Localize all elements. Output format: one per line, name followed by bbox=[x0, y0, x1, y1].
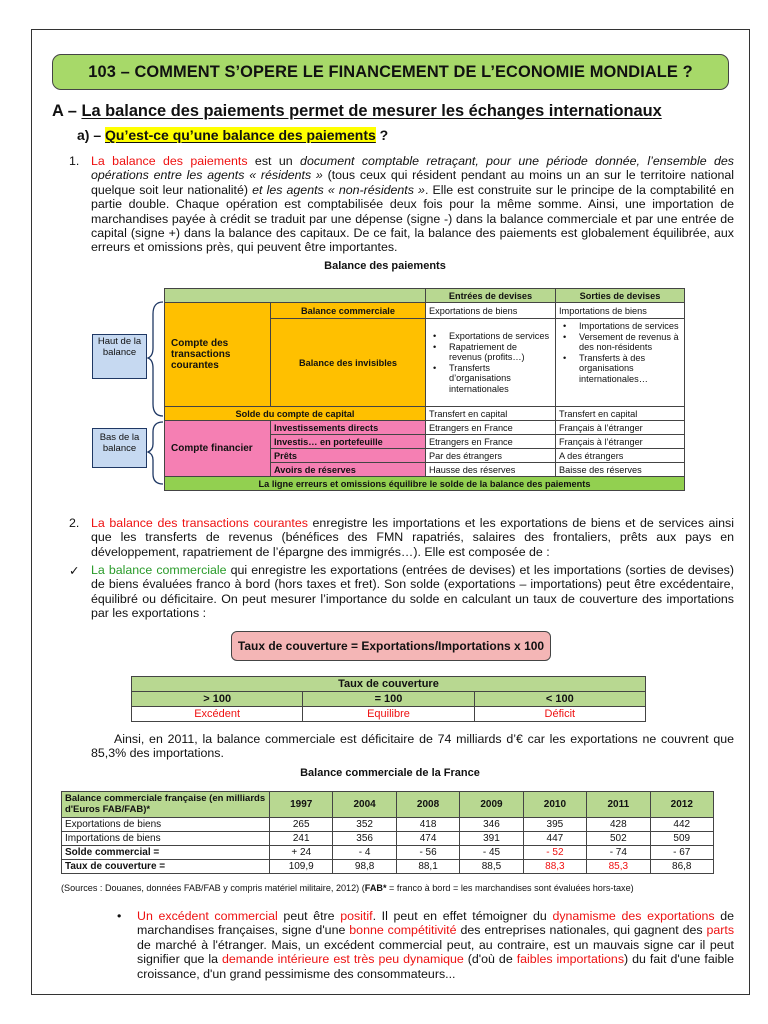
bp-row-label: Avoirs de réserves bbox=[271, 463, 426, 477]
bc-cell: 352 bbox=[333, 818, 396, 832]
bc-source-c: = franco à bord = les marchandises sont évaluées hors-taxe) bbox=[386, 883, 634, 893]
p1-italic-1: document comptable retraçant, pour une période donnée, l’ensemble des opérations entre les agents « résidents » bbox=[91, 154, 734, 183]
bp-inv-in bbox=[426, 319, 556, 407]
bp-row-out: Français à l’étranger bbox=[556, 435, 685, 449]
bc-cell: - 45 bbox=[460, 846, 523, 860]
paragraph-5 bbox=[137, 909, 734, 981]
p5-red: demande intérieure est très peu dynamique bbox=[222, 952, 464, 967]
bp-footer: La ligne erreurs et omissions équilibre le solde de la balance des paiements bbox=[165, 477, 685, 491]
section-a-text: La balance des paiements permet de mesurer les échanges internationaux bbox=[81, 102, 662, 120]
p5-red: Un excédent commercial bbox=[137, 909, 278, 923]
tc-col: = 100 bbox=[303, 692, 474, 707]
bc-cell: 356 bbox=[333, 832, 396, 846]
paragraph-4: Ainsi, en 2011, la balance commerciale est déficitaire de 74 milliards d’€ car les exportations ne couvrent que 85,3% des importations. bbox=[91, 732, 734, 761]
p3-text: qui enregistre les exportations (entrées de devises) et les importations (sorties de devises) de biens évaluées franco à bord (hors taxes et fret). Son solde (exportations – importations) peut être excédentaire, équilibré ou déficitaire. On peut mesurer l’importance du solde en calculant un taux de couverture des importations par les exportations : bbox=[91, 563, 734, 621]
bc-cell: + 24 bbox=[270, 846, 333, 860]
bc-source-b: FAB* bbox=[364, 883, 387, 893]
bp-bal-inv: Balance des invisibles bbox=[271, 319, 426, 407]
bp-row-label: Investissements directs bbox=[271, 421, 426, 435]
bc-cell: - 67 bbox=[650, 846, 713, 860]
bp-inv-out bbox=[556, 319, 685, 407]
bc-row-label: Exportations de biens bbox=[62, 818, 270, 832]
bp-row-out: A des étrangers bbox=[556, 449, 685, 463]
brace-icon bbox=[147, 300, 165, 500]
bc-cell: 109,9 bbox=[270, 860, 333, 874]
bullet-icon: • bbox=[117, 909, 122, 923]
bc-row-label: Importations de biens bbox=[62, 832, 270, 846]
subsection-a-text: Qu’est-ce qu’une balance des paiements bbox=[105, 127, 376, 143]
bc-head-label: Balance commerciale française (en milliards d'Euros FAB/FAB)* bbox=[62, 792, 270, 818]
check-icon: ✓ bbox=[69, 564, 80, 578]
bc-year: 2009 bbox=[460, 792, 523, 818]
tc-header: Taux de couverture bbox=[132, 677, 646, 692]
bc-row-label: Solde commercial = bbox=[62, 846, 270, 860]
bp-solde-cap-in: Transfert en capital bbox=[426, 407, 556, 421]
page-title: 103 – COMMENT S’OPERE LE FINANCEMENT DE L’ECONOMIE MONDIALE ? bbox=[52, 54, 729, 90]
p1-number: 1. bbox=[69, 154, 80, 168]
p2-text: enregistre les importations et les exportations de biens et de services ainsi que les transferts de revenus (bénéfices des FMN rapatriés, salaires des frontaliers, prêts aux pays en développement, rapatriement de l’épargne des immigrés…). Elle est composée de : bbox=[91, 516, 735, 559]
bp-bal-com-in: Exportations de biens bbox=[426, 303, 556, 319]
paragraph-3 bbox=[91, 563, 734, 621]
bc-cell: 88,5 bbox=[460, 860, 523, 874]
p5-text: de marchandises françaises, signe d'une bbox=[137, 909, 735, 938]
bc-cell: 428 bbox=[587, 818, 650, 832]
balance-commerciale-table bbox=[61, 791, 714, 874]
bp-row-label: Prêts bbox=[271, 449, 426, 463]
bp-solde-cap: Solde du compte de capital bbox=[165, 407, 426, 421]
bc-cell: 442 bbox=[650, 818, 713, 832]
tc-val: Excédent bbox=[132, 707, 303, 722]
bc-year: 2004 bbox=[333, 792, 396, 818]
bc-cell: 418 bbox=[396, 818, 459, 832]
bc-cell: 447 bbox=[523, 832, 586, 846]
paragraph-1 bbox=[91, 154, 734, 255]
tc-col: < 100 bbox=[474, 692, 645, 707]
bc-cell: - 56 bbox=[396, 846, 459, 860]
bc-cell: - 74 bbox=[587, 846, 650, 860]
p5-red: bonne compétitivité bbox=[349, 923, 457, 938]
bp-caption: Balance des paiements bbox=[324, 260, 446, 272]
bp-bal-com-out: Importations de biens bbox=[556, 303, 685, 319]
tc-val: Equilibre bbox=[303, 707, 474, 722]
p5-red: positif bbox=[340, 909, 373, 923]
bc-cell: 98,8 bbox=[333, 860, 396, 874]
p5-text: (d'où de bbox=[463, 952, 517, 967]
tc-val: Déficit bbox=[474, 707, 645, 722]
bc-year: 1997 bbox=[270, 792, 333, 818]
bc-source-a: (Sources : Douanes, données FAB/FAB y compris matériel militaire, 2012) ( bbox=[61, 883, 365, 893]
p5-text: ) du fait d'une faible croissance, d'un grand pessimisme des consommateurs... bbox=[137, 952, 735, 981]
bc-year: 2008 bbox=[396, 792, 459, 818]
section-a-heading bbox=[52, 102, 662, 121]
bp-row-in: Hausse des réserves bbox=[426, 463, 556, 477]
bc-cell: 241 bbox=[270, 832, 333, 846]
bc-year: 2011 bbox=[587, 792, 650, 818]
bc-cell: - 4 bbox=[333, 846, 396, 860]
bc-cell: 502 bbox=[587, 832, 650, 846]
bc-cell: 265 bbox=[270, 818, 333, 832]
bp-inv-in-item: • Exportations de services bbox=[429, 331, 552, 342]
p1-text-2: (tous ceux qui résident pendant au moins un an sur le territoire national quelque soit leur nationalité) bbox=[91, 168, 734, 197]
bp-col-out: Sorties de devises bbox=[556, 289, 685, 303]
bp-inv-out-item: • Versement de revenus à des non-résidents bbox=[559, 332, 681, 353]
tc-col: > 100 bbox=[132, 692, 303, 707]
p5-text: peut être bbox=[277, 909, 341, 923]
bp-inv-in-item: • Rapatriement de revenus (profits…) bbox=[429, 342, 552, 363]
bc-year: 2012 bbox=[650, 792, 713, 818]
p5-text: des entreprises nationales, qui gagnent des bbox=[456, 923, 707, 938]
bc-row-label: Taux de couverture = bbox=[62, 860, 270, 874]
bc-cell: 346 bbox=[460, 818, 523, 832]
taux-couverture-table bbox=[131, 676, 646, 722]
section-a-prefix: A – bbox=[52, 102, 82, 120]
bp-solde-cap-out: Transfert en capital bbox=[556, 407, 685, 421]
bp-header-blank bbox=[165, 289, 426, 303]
bp-inv-in-item: • Transferts d’organisations internationales bbox=[429, 363, 552, 395]
p5-red: parts bbox=[706, 923, 735, 938]
p2-number: 2. bbox=[69, 516, 80, 530]
p1-text-3: . Elle est construite sur le principe de la comptabilité en partie double. Chaque opération est comptabilisée deux fois pour la même somme. Ainsi, une importation de marchandises payée à crédit se traduit par une dépense (signe -) dans la balance commerciale et par une entrée de capital (signe +) dans la balance des capitaux. De ce fait, la balance des paiements est globalement équilibrée, aux erreurs et omissions près, qui peuvent être importantes. bbox=[91, 182, 734, 255]
side-box-top: Haut de la balance bbox=[92, 334, 147, 379]
bc-cell: 86,8 bbox=[650, 860, 713, 874]
bc-cell: 474 bbox=[396, 832, 459, 846]
paragraph-2 bbox=[91, 516, 734, 559]
bp-cf: Compte financier bbox=[165, 421, 271, 477]
bc-source bbox=[61, 883, 634, 893]
balance-paiements-table bbox=[164, 288, 684, 500]
formula-box: Taux de couverture = Exportations/Importations x 100 bbox=[231, 631, 551, 661]
p3-term: La balance commerciale bbox=[91, 563, 227, 577]
bc-cell: 509 bbox=[650, 832, 713, 846]
subsection-a-heading bbox=[77, 127, 388, 143]
side-box-bottom: Bas de la balance bbox=[92, 428, 147, 468]
bp-row-in: Etrangers en France bbox=[426, 435, 556, 449]
bp-row-label: Investis… en portefeuille bbox=[271, 435, 426, 449]
bp-row-in: Par des étrangers bbox=[426, 449, 556, 463]
bc-cell: - 52 bbox=[523, 846, 586, 860]
subsection-a-suffix: ? bbox=[375, 127, 389, 143]
p1-term: La balance des paiements bbox=[91, 154, 248, 168]
subsection-a-prefix: a) – bbox=[77, 127, 106, 143]
bp-inv-out-item: • Importations de services bbox=[559, 321, 681, 332]
p5-text: . Il peut en effet témoigner du bbox=[372, 909, 553, 923]
bp-row-in: Etrangers en France bbox=[426, 421, 556, 435]
bp-bal-com: Balance commerciale bbox=[271, 303, 426, 319]
bc-cell: 88,3 bbox=[523, 860, 586, 874]
bp-inv-out-item: • Transferts à des organisations internationales… bbox=[559, 353, 681, 385]
p5-red: faibles importations bbox=[516, 952, 625, 967]
bc-caption: Balance commerciale de la France bbox=[300, 767, 480, 779]
bc-cell: 395 bbox=[523, 818, 586, 832]
bc-cell: 391 bbox=[460, 832, 523, 846]
bc-cell: 88,1 bbox=[396, 860, 459, 874]
p5-text: de marché à l'étranger. Mais, un excédent commercial peut, au contraire, est un mauvais signe car il peut signifier que la bbox=[137, 937, 734, 967]
bp-row-out: Français à l’étranger bbox=[556, 421, 685, 435]
p5-red: dynamisme des exportations bbox=[552, 909, 715, 923]
bp-col-in: Entrées de devises bbox=[426, 289, 556, 303]
p1-italic-2: et les agents « non-résidents » bbox=[252, 182, 425, 197]
p2-term: La balance des transactions courantes bbox=[91, 516, 308, 530]
bp-ctc: Compte des transactions courantes bbox=[165, 303, 271, 407]
bp-row-out: Baisse des réserves bbox=[556, 463, 685, 477]
bc-cell: 85,3 bbox=[587, 860, 650, 874]
bc-year: 2010 bbox=[523, 792, 586, 818]
p1-text-1: est un bbox=[247, 154, 301, 168]
